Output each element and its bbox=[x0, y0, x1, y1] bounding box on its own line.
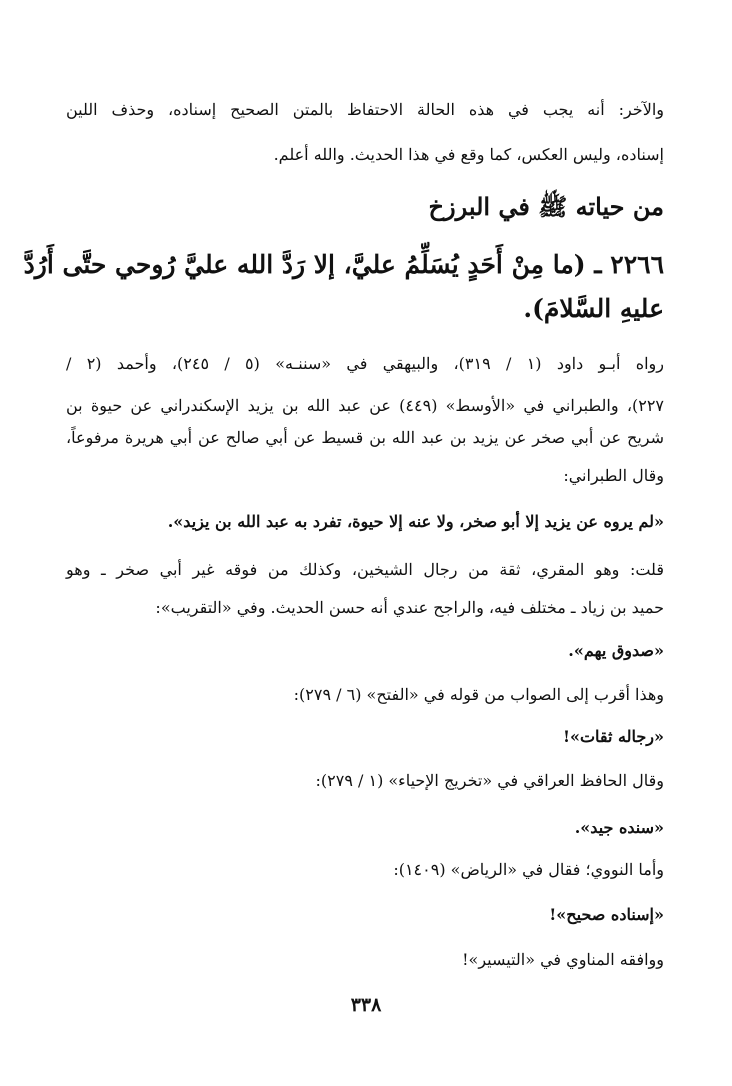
quote-nawawi: «إسناده صحيح»! bbox=[549, 905, 664, 924]
takhrij-line-4: وقال الطبراني: bbox=[563, 466, 664, 485]
quote-taqrib: «صدوق يهم». bbox=[568, 641, 664, 660]
hadith-line-1: ٢٢٦٦ ـ (ما مِنْ أَحَدٍ يُسَلِّمُ عليَّ، إلا رَدَّ الله عليَّ رُوحي حتَّى أَرُدَّ bbox=[23, 250, 664, 279]
line-fath: وهذا أقرب إلى الصواب من قوله في «الفتح» (٦ / ٢٧٩): bbox=[293, 685, 664, 704]
takhrij-line-3: شريح عن أبي صخر عن يزيد بن عبد الله بن قسيط عن أبي صالح عن أبي هريرة مرفوعاً، bbox=[66, 428, 665, 447]
takhrij-line-2: ٢٢٧)، والطبراني في «الأوسط» (٤٤٩) عن عبد الله بن يزيد الإسكندراني عن حيوة بن bbox=[66, 396, 665, 415]
comment-line-1: قلت: وهو المقري، ثقة من رجال الشيخين، وكذلك من فوقه غير أبي صخر ـ وهو bbox=[66, 560, 664, 579]
takhrij-line-1: رواه أبـو داود (١ / ٣١٩)، والبيهقي في «سننـه» (٥ / ٢٤٥)، وأحمد (٢ / bbox=[66, 354, 664, 373]
line-iraqi: وقال الحافظ العراقي في «تخريج الإحياء» (١ / ٢٧٩): bbox=[315, 771, 664, 790]
intro-line-1: والآخر: أنه يجب في هذه الحالة الاحتفاظ بالمتن الصحيح إسناده، وحذف اللين bbox=[66, 100, 664, 119]
quote-iraqi: «سنده جيد». bbox=[574, 818, 664, 837]
quote-fath: «رجاله ثقات»! bbox=[562, 727, 664, 746]
comment-line-2: حميد بن زياد ـ مختلف فيه، والراجح عندي أنه حسن الحديث. وفي «التقريب»: bbox=[155, 598, 664, 617]
line-munawi: ووافقه المناوي في «التيسير»! bbox=[462, 950, 664, 969]
section-heading: من حياته ﷺ في البرزخ bbox=[428, 192, 664, 221]
page-number: ٣٣٨ bbox=[350, 994, 382, 1016]
tabarani-quote: «لم يروه عن يزيد إلا أبو صخر، ولا عنه إلا حيوة، تفرد به عبد الله بن يزيد». bbox=[167, 512, 664, 531]
intro-line-2: إسناده، وليس العكس، كما وقع في هذا الحديث. والله أعلم. bbox=[273, 145, 664, 164]
line-nawawi: وأما النووي؛ فقال في «الرياض» (١٤٠٩): bbox=[393, 860, 664, 879]
hadith-line-2: عليهِ السَّلامَ). bbox=[523, 294, 664, 323]
